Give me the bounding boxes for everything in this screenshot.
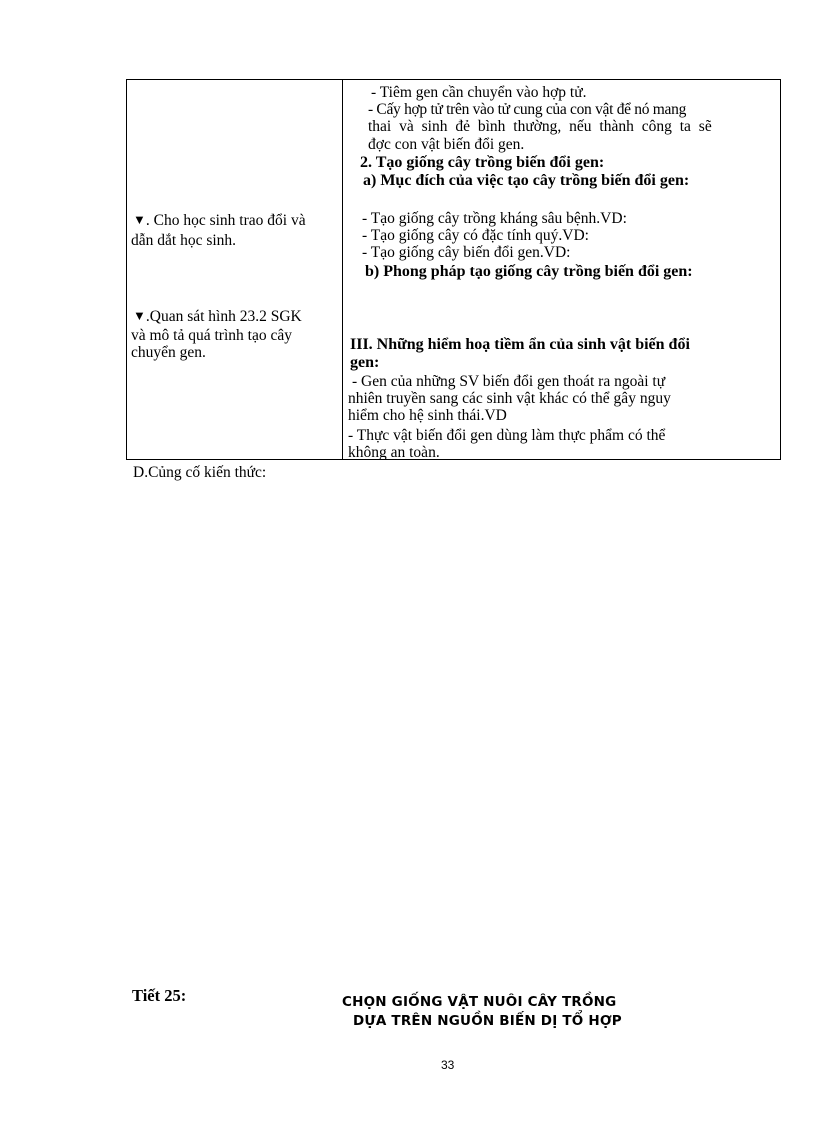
left-row2-line3: chuyển gen. [131,344,206,361]
lesson-title-line1: CHỌN GIỐNG VẬT NUÔI CÂY TRỒNG [342,994,617,1010]
right-line-pregnant: thai và sinh đẻ bình thường, nếu thành công ta sẽ [368,118,712,135]
right-bullet-pest: - Tạo giống cây trồng kháng sâu bệnh.VD: [362,210,627,227]
heading-method: b) Phong pháp tạo giống cây trồng biến đổi gen: [365,263,693,280]
consolidation-heading: D.Củng cố kiến thức: [133,464,267,481]
left-row2-line1: ▼.Quan sát hình 23.2 SGK [133,308,302,325]
page-number: 33 [441,1058,455,1072]
triangle-marker-icon: ▼ [133,212,146,227]
right-bullet-gm: - Tạo giống cây biến đổi gen.VD: [362,244,571,261]
heading-purpose: a) Mục đích của việc tạo cây trồng biến đổi gen: [363,172,690,189]
right-risk-line5: không an toàn. [348,445,440,459]
right-risk-line1: - Gen của những SV biến đổi gen thoát ra ngoài tự [352,373,666,390]
right-risk-line2: nhiên truyền sang các sinh vật khác có thể gây nguy [348,390,671,407]
heading-risks-cont: gen: [350,354,380,371]
triangle-marker-icon: ▼ [133,308,146,323]
lesson-label: Tiết 25: [132,986,187,1005]
lesson-title-line2: DỰA TRÊN NGUỒN BIẾN DỊ TỔ HỢP [353,1013,622,1029]
left-row1-line1: ▼. Cho học sinh trao đổi và [133,212,306,229]
left-row2-line2: và mô tả quá trình tạo cây [131,327,292,344]
left-row1-line2: dẫn dắt học sinh. [131,232,237,249]
right-risk-line4: - Thực vật biến đổi gen dùng làm thực phẩm có thể [348,427,666,444]
column-divider [342,80,343,459]
right-risk-line3: hiểm cho hệ sinh thái.VD [348,407,507,424]
right-bullet-quality: - Tạo giống cây có đặc tính quý.VD: [362,227,589,244]
right-line-inject: - Tiêm gen cần chuyển vào hợp tử. [371,84,587,101]
right-line-implant: - Cấy hợp tử trên vào tử cung của con vật để nó mang [368,101,687,118]
heading-plant-gm: 2. Tạo giống cây trồng biến đổi gen: [360,154,605,171]
right-line-result: đợc con vật biến đổi gen. [368,136,525,153]
heading-risks: III. Những hiểm hoạ tiềm ẩn của sinh vật biến đổi [350,336,690,353]
